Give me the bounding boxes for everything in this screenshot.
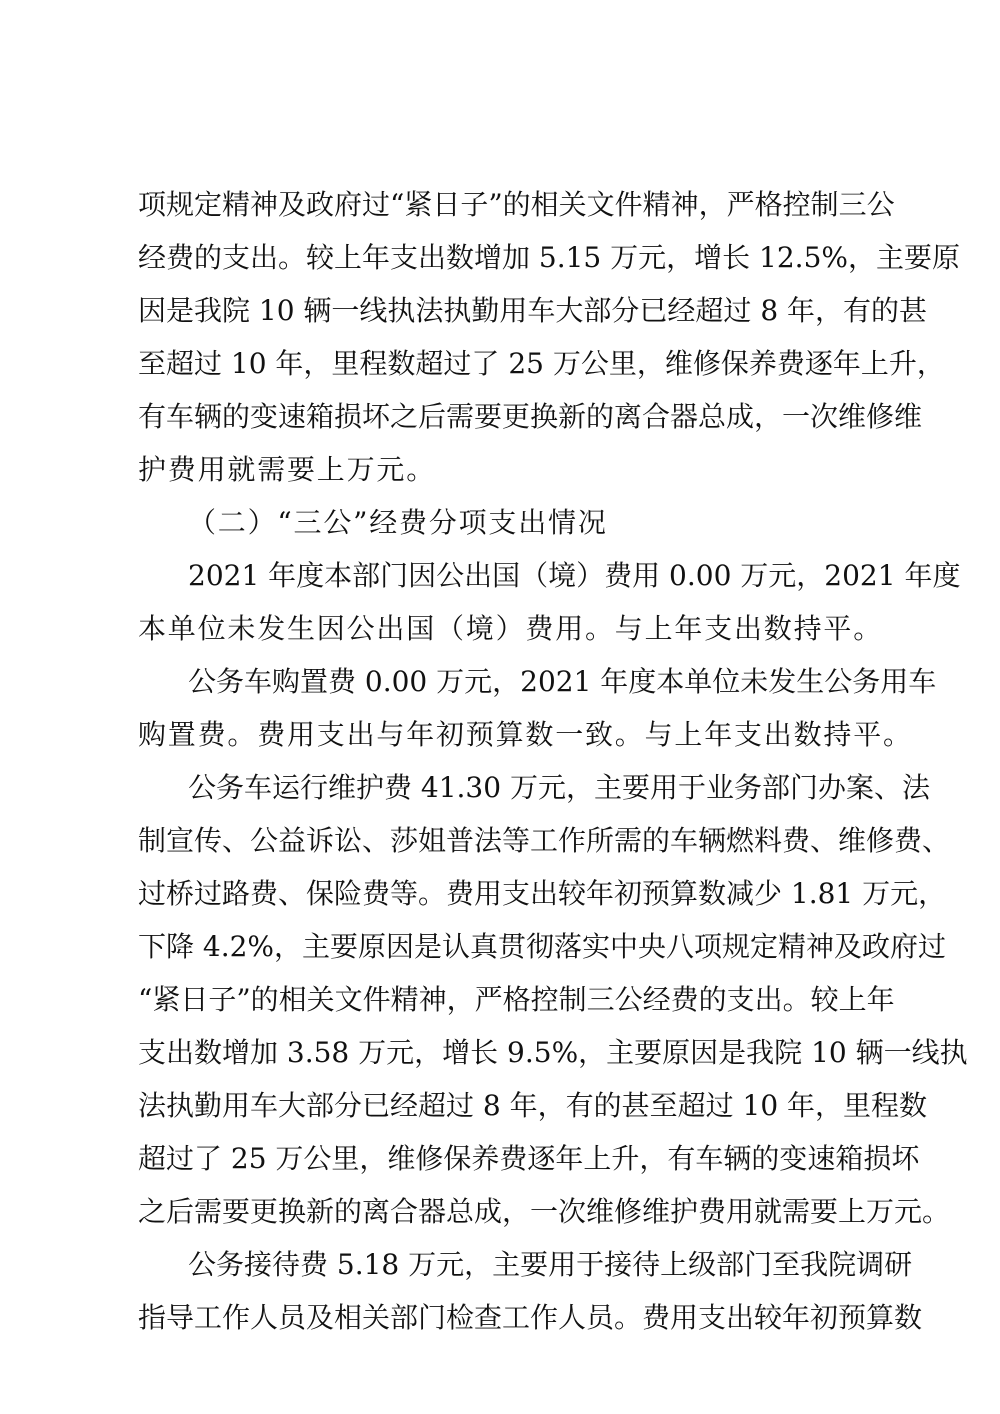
- paragraph-line: 购置费。费用支出与年初预算数一致。与上年支出数持平。: [138, 718, 913, 751]
- paragraph-line: 经费的支出。较上年支出数增加 5.15 万元，增长 12.5%，主要原: [138, 241, 960, 274]
- paragraph-line: 之后需要更换新的离合器总成，一次维修维护费用就需要上万元。: [138, 1195, 951, 1228]
- paragraph-line: 公务接待费 5.18 万元，主要用于接待上级部门至我院调研: [188, 1248, 913, 1281]
- paragraph-line: 指导工作人员及相关部门检查工作人员。费用支出较年初预算数: [138, 1301, 923, 1334]
- paragraph-line: 支出数增加 3.58 万元，增长 9.5%，主要原因是我院 10 辆一线执: [138, 1036, 968, 1069]
- paragraph-line: 下降 4.2%，主要原因是认真贯彻落实中央八项规定精神及政府过: [138, 930, 947, 963]
- paragraph-line: 至超过 10 年，里程数超过了 25 万公里，维修保养费逐年上升，: [138, 347, 945, 380]
- paragraph-line: 公务车运行维护费 41.30 万元，主要用于业务部门办案、法: [188, 771, 930, 804]
- paragraph-line: 因是我院 10 辆一线执法执勤用车大部分已经超过 8 年，有的甚: [138, 294, 928, 327]
- paragraph-line: 护费用就需要上万元。: [138, 453, 437, 486]
- paragraph-line: “紧日子”的相关文件精神，严格控制三公经费的支出。较上年: [138, 983, 895, 1016]
- section-heading: （二）“三公”经费分项支出情况: [188, 506, 608, 539]
- paragraph-line: 有车辆的变速箱损坏之后需要更换新的离合器总成，一次维修维: [138, 400, 923, 433]
- paragraph-line: 法执勤用车大部分已经超过 8 年，有的甚至超过 10 年，里程数: [138, 1089, 928, 1122]
- paragraph-line: 本单位未发生因公出国（境）费用。与上年支出数持平。: [138, 612, 884, 645]
- paragraph-line: 制宣传、公益诉讼、莎姐普法等工作所需的车辆燃料费、维修费、: [138, 824, 951, 857]
- paragraph-line: 公务车购置费 0.00 万元，2021 年度本单位未发生公务用车: [188, 665, 937, 698]
- paragraph-line: 项规定精神及政府过“紧日子”的相关文件精神，严格控制三公: [138, 188, 895, 221]
- paragraph-line: 过桥过路费、保险费等。费用支出较年初预算数减少 1.81 万元，: [138, 877, 947, 910]
- paragraph-line: 2021 年度本部门因公出国（境）费用 0.00 万元，2021 年度: [188, 559, 961, 592]
- paragraph-line: 超过了 25 万公里，维修保养费逐年上升，有车辆的变速箱损坏: [138, 1142, 920, 1175]
